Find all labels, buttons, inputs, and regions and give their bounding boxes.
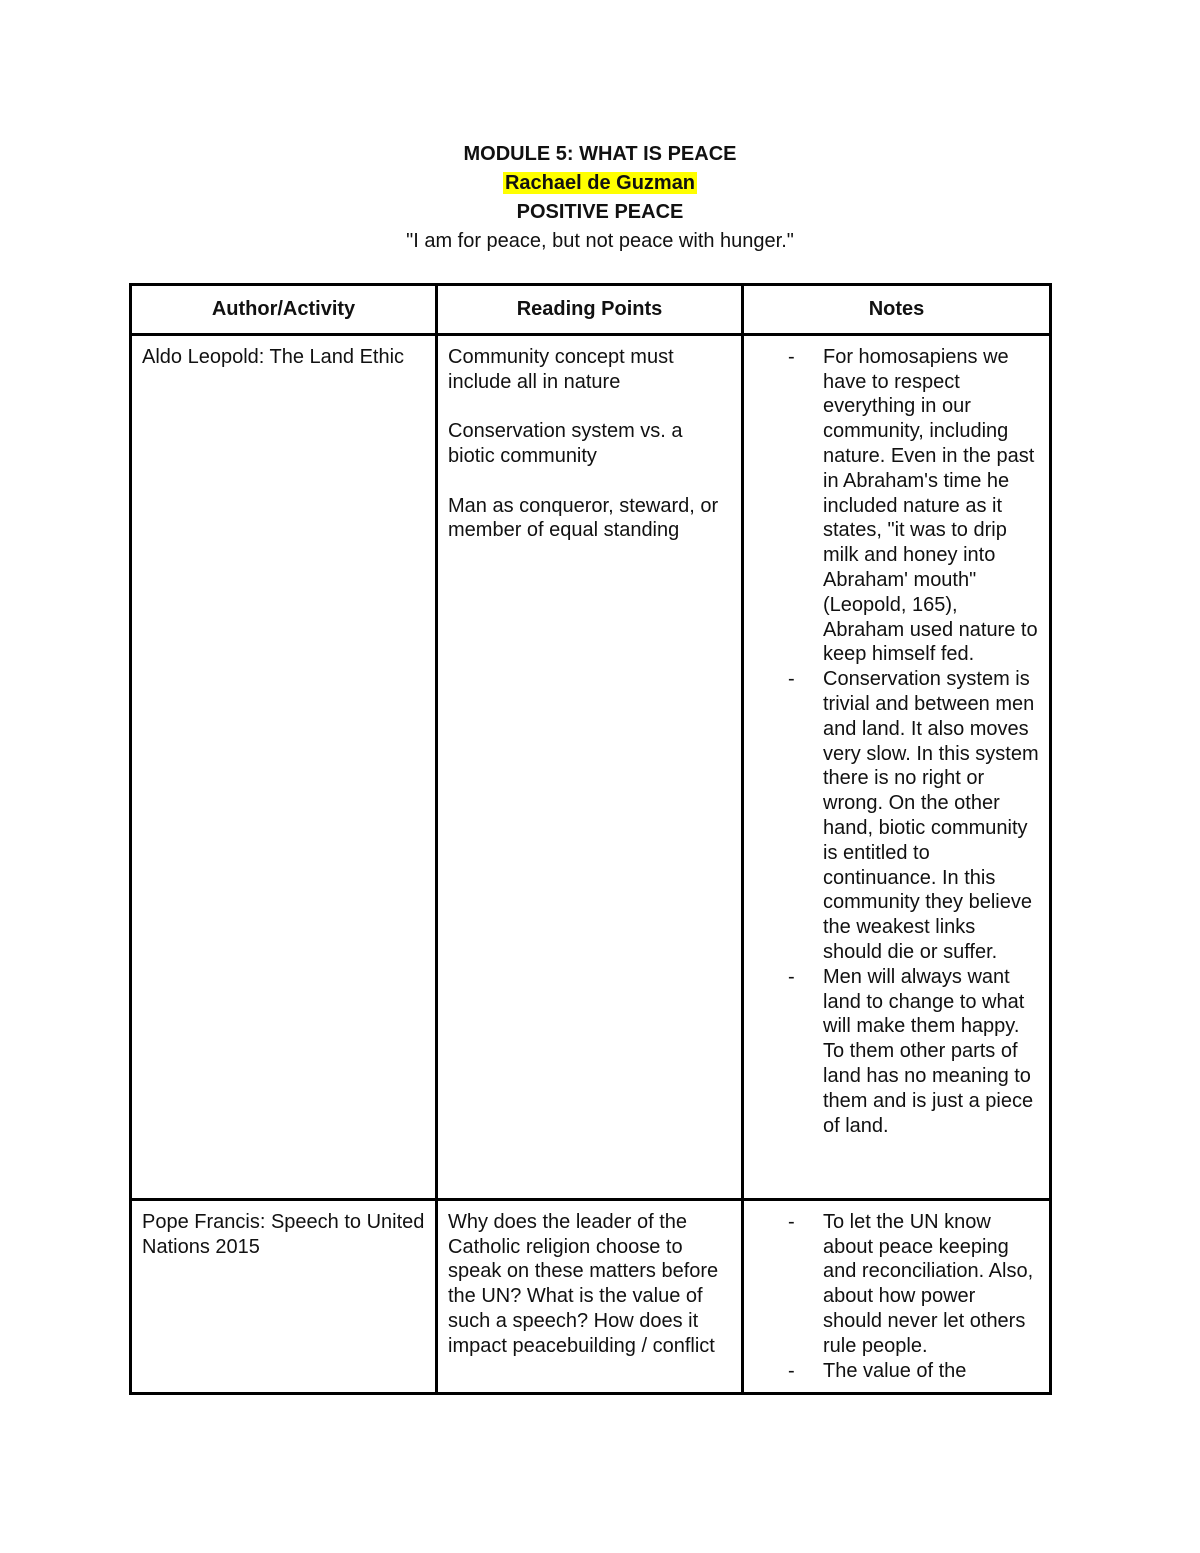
table-row bbox=[131, 334, 1051, 1199]
table-row bbox=[131, 1199, 1051, 1393]
column-header-notes: Notes bbox=[743, 285, 1051, 335]
note-item: - To let the UN know about peace keeping and reconciliation. Also, about how power should never let others rule people. bbox=[754, 1210, 1039, 1359]
reading-point: Why does the leader of the Catholic religion choose to speak on these matters before the UN? What is the value of such a speech? How does it impact peacebuilding / conflict bbox=[448, 1210, 719, 1357]
notes-table bbox=[129, 283, 1052, 1395]
note-item: - Men will always want land to change to what will make them happy. To them other parts of land has no meaning to them and is just a piece of land. bbox=[754, 965, 1039, 1139]
reading-point: Conservation system vs. a biotic community bbox=[448, 420, 683, 467]
reading-point: Community concept must include all in nature bbox=[448, 345, 674, 393]
column-header-reading-points: Reading Points bbox=[437, 285, 743, 335]
quote: "I am for peace, but not peace with hunger." bbox=[406, 230, 794, 252]
note-item: - For homosapiens we have to respect everything in our community, including nature. Even in the past in Abraham's time he included nature as it states, "it was to drip milk and honey into Abraham' mouth" (Leopold, 165), Abraham used nature to keep himself fed. bbox=[754, 345, 1039, 667]
table-header-row bbox=[131, 285, 1051, 335]
module-title: MODULE 5: WHAT IS PEACE bbox=[463, 143, 737, 165]
author-cell: Aldo Leopold: The Land Ethic bbox=[131, 334, 437, 1199]
author-cell: Pope Francis: Speech to United Nations 2015 bbox=[131, 1199, 437, 1393]
author-name: Rachael de Guzman bbox=[504, 172, 696, 194]
column-header-author: Author/Activity bbox=[131, 285, 437, 335]
notes-cell bbox=[743, 1199, 1051, 1393]
note-item: - The value of the bbox=[754, 1359, 1039, 1384]
note-item: - Conservation system is trivial and between men and land. It also moves very slow. In this system there is no right or wrong. On the other hand, biotic community is entitled to continuance. In this community they believe the weakest links should die or suffer. bbox=[754, 667, 1039, 965]
document-header bbox=[0, 140, 1200, 256]
notes-cell bbox=[743, 334, 1051, 1199]
reading-points-cell bbox=[437, 1199, 743, 1393]
reading-point: Man as conqueror, steward, or member of equal standing bbox=[448, 494, 719, 542]
section-title: POSITIVE PEACE bbox=[516, 201, 684, 223]
reading-points-cell bbox=[437, 334, 743, 1199]
